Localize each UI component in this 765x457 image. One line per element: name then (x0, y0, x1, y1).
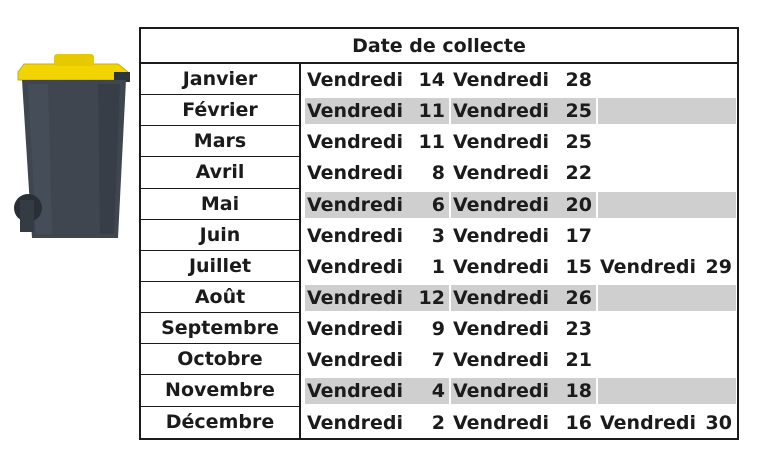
weekday-label: Vendredi (307, 69, 404, 91)
month-label: Juin (141, 220, 299, 251)
weekday-label: Vendredi (307, 255, 404, 278)
day-number: 3 (431, 224, 445, 247)
collection-date-cell (305, 254, 449, 280)
collection-date-cell (598, 254, 736, 280)
day-number: 26 (565, 286, 592, 309)
weekday-label: Vendredi (307, 193, 404, 216)
collection-date-cell (451, 192, 596, 218)
day-number: 11 (418, 100, 445, 123)
collection-date-cell (451, 98, 596, 124)
weekday-label: Vendredi (453, 131, 550, 154)
weekday-label: Vendredi (307, 224, 404, 247)
dates-column (301, 64, 737, 438)
weekday-label: Vendredi (307, 100, 404, 123)
table-row (301, 126, 737, 157)
table-row (301, 282, 737, 313)
table-row (301, 344, 737, 375)
collection-date-cell (305, 347, 449, 373)
collection-date-cell (305, 316, 449, 342)
weekday-label: Vendredi (600, 411, 697, 434)
collection-date-cell (305, 410, 449, 436)
table-row (301, 251, 737, 282)
weekday-label: Vendredi (307, 411, 404, 434)
table-title: Date de collecte (141, 29, 737, 64)
collection-date-cell (305, 129, 449, 155)
collection-date-cell (305, 67, 449, 93)
weekday-label: Vendredi (307, 349, 404, 372)
table-row (301, 189, 737, 220)
month-label: Octobre (141, 344, 299, 375)
weekday-label: Vendredi (453, 349, 550, 372)
day-number: 9 (431, 318, 445, 341)
weekday-label: Vendredi (453, 411, 550, 434)
day-number: 11 (418, 131, 445, 154)
weekday-label: Vendredi (453, 224, 550, 247)
weekday-label: Vendredi (307, 318, 404, 341)
weekday-label: Vendredi (453, 162, 550, 185)
month-label: Septembre (141, 313, 299, 344)
day-number: 7 (431, 349, 445, 372)
weekday-label: Vendredi (453, 193, 550, 216)
day-number: 8 (431, 162, 445, 185)
table-row (301, 375, 737, 406)
table-row (301, 220, 737, 251)
collection-date-cell (305, 160, 449, 186)
months-column (141, 64, 301, 438)
day-number: 25 (565, 100, 592, 123)
day-number: 20 (565, 193, 592, 216)
collection-date-cell (598, 410, 736, 436)
month-label: Mars (141, 126, 299, 157)
month-label: Février (141, 95, 299, 126)
day-number: 4 (431, 380, 445, 403)
collection-date-cell (451, 160, 596, 186)
weekday-label: Vendredi (307, 162, 404, 185)
day-number: 29 (705, 255, 732, 278)
day-number: 25 (565, 131, 592, 154)
day-number: 30 (705, 411, 732, 434)
collection-date-cell (598, 285, 736, 311)
day-number: 28 (565, 69, 592, 91)
month-label: Avril (141, 157, 299, 188)
collection-schedule-table (139, 27, 739, 440)
collection-date-cell (451, 67, 596, 93)
weekday-label: Vendredi (453, 255, 550, 278)
table-row (301, 313, 737, 344)
weekday-label: Vendredi (307, 131, 404, 154)
table-row (301, 407, 737, 438)
collection-date-cell (451, 347, 596, 373)
collection-date-cell (598, 98, 736, 124)
table-row (301, 64, 737, 95)
wheelie-bin-icon (14, 50, 132, 246)
day-number: 21 (565, 349, 592, 372)
day-number: 23 (565, 318, 592, 341)
day-number: 2 (431, 411, 445, 434)
collection-date-cell (451, 316, 596, 342)
collection-date-cell (305, 98, 449, 124)
collection-date-cell (451, 223, 596, 249)
table-row (301, 157, 737, 188)
collection-date-cell (451, 129, 596, 155)
collection-date-cell (598, 378, 736, 404)
day-number: 15 (565, 255, 592, 278)
day-number: 16 (565, 411, 592, 434)
day-number: 12 (418, 286, 445, 309)
collection-date-cell (598, 192, 736, 218)
month-label: Juillet (141, 251, 299, 282)
month-label: Mai (141, 189, 299, 220)
collection-date-cell (305, 223, 449, 249)
month-label: Août (141, 282, 299, 313)
month-label: Novembre (141, 375, 299, 406)
table-row (301, 95, 737, 126)
collection-date-cell (451, 378, 596, 404)
weekday-label: Vendredi (600, 255, 697, 278)
day-number: 22 (565, 162, 592, 185)
weekday-label: Vendredi (307, 286, 404, 309)
day-number: 18 (565, 380, 592, 403)
day-number: 14 (418, 69, 445, 91)
collection-date-cell (451, 285, 596, 311)
day-number: 17 (565, 224, 592, 247)
collection-date-cell (305, 285, 449, 311)
weekday-label: Vendredi (453, 69, 550, 91)
weekday-label: Vendredi (453, 286, 550, 309)
collection-date-cell (305, 192, 449, 218)
weekday-label: Vendredi (453, 380, 550, 403)
weekday-label: Vendredi (307, 380, 404, 403)
collection-date-cell (451, 410, 596, 436)
day-number: 6 (431, 193, 445, 216)
day-number: 1 (431, 255, 445, 278)
weekday-label: Vendredi (453, 100, 550, 123)
collection-date-cell (451, 254, 596, 280)
month-label: Décembre (165, 410, 275, 433)
collection-date-cell (305, 378, 449, 404)
weekday-label: Vendredi (453, 318, 550, 341)
month-label: Janvier (141, 64, 299, 95)
